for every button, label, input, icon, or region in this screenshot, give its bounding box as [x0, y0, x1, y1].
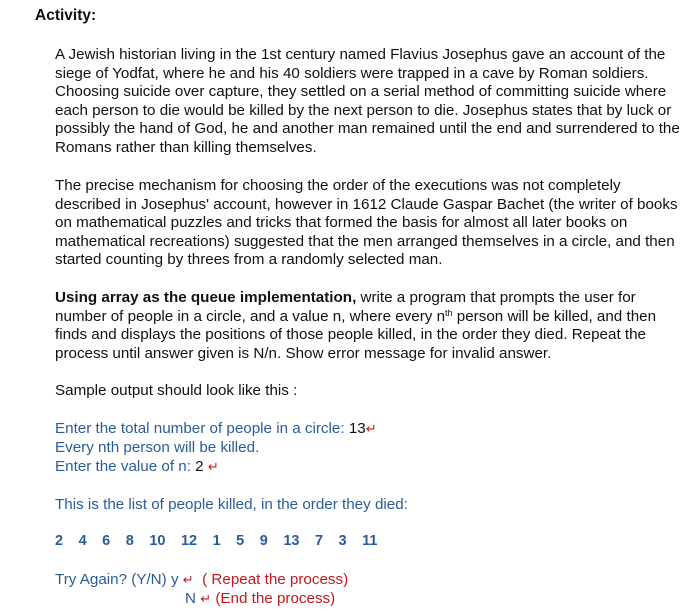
enter-key-icon: ↵ — [207, 459, 219, 474]
end-note: (End the process) — [215, 590, 336, 607]
killed-number: 4 — [78, 533, 87, 549]
instructions-text-b: person will be killed, and then finds and displays the positions of those people killed, in the order they died. Repeat the process until answer given is N/n. Show error message for invalid answer. — [55, 307, 657, 362]
try-again-line — [55, 571, 348, 590]
instructions-sup: th — [445, 307, 453, 318]
input-total-value: 13 — [348, 420, 366, 437]
killed-number: 2 — [55, 533, 64, 549]
killed-number: 1 — [212, 533, 221, 549]
prompt-n-line — [55, 458, 219, 477]
killed-number: 6 — [102, 533, 111, 549]
killed-number: 5 — [236, 533, 245, 549]
killed-number: 8 — [125, 533, 134, 549]
activity-heading: Activity: — [35, 7, 97, 24]
enter-key-icon: ↵ — [365, 421, 377, 436]
answer-y: y — [170, 571, 179, 588]
paragraph-history: A Jewish historian living in the 1st century named Flavius Josephus gave an account of the siege of Yodfat, where he and his 40 soldiers were trapped in a cave by Roman soldiers. Choosing suicide over capture, they settled on a serial method of committing suicide where each person to die would be killed by the next person to die. Josephus states that by luck or possibly the hand of God, he and another man remained until the end and surrendered to the Romans rather than killing themselves. — [55, 46, 680, 156]
end-line — [185, 590, 335, 609]
list-header-line: This is the list of people killed, in the order they died: — [55, 496, 408, 513]
enter-key-icon: ↵ — [200, 591, 212, 606]
prompt-total-text: Enter the total number of people in a circle: — [55, 420, 345, 437]
instructions-bold: Using array as the queue implementation, — [55, 289, 357, 306]
instructions-text-a: write a program that prompts the user for number of people in a circle, and a value n, where every n — [55, 289, 636, 325]
try-again-text: Try Again? (Y/N) — [55, 571, 167, 588]
sample-output-intro: Sample output should look like this : — [55, 382, 298, 399]
repeat-note: ( Repeat the process) — [202, 571, 349, 588]
killed-number: 13 — [283, 533, 300, 549]
enter-key-icon: ↵ — [182, 572, 194, 587]
paragraph-instructions — [55, 289, 685, 363]
every-nth-line: Every nth person will be killed. — [55, 439, 260, 456]
prompt-n-text: Enter the value of n: — [55, 458, 191, 475]
killed-number: 9 — [259, 533, 268, 549]
prompt-total-line — [55, 420, 377, 439]
killed-number: 3 — [338, 533, 347, 549]
killed-number: 12 — [180, 533, 198, 549]
paragraph-mechanism: The precise mechanism for choosing the order of the executions was not completely described in Josephus' account, however in 1612 Claude Gaspar Bachet (the writer of books on mathematical puzzles and tricks that formed the basis for almost all later books on mathematical recreations) suggested that the men arranged themselves in a circle, and then started counting by threes from a randomly selected man. — [55, 177, 678, 268]
killed-number: 7 — [314, 533, 324, 549]
killed-order-list — [55, 532, 393, 551]
input-n-value: 2 — [195, 458, 204, 475]
answer-n: N — [185, 590, 196, 607]
killed-number: 11 — [362, 533, 378, 549]
killed-number: 10 — [149, 533, 166, 549]
